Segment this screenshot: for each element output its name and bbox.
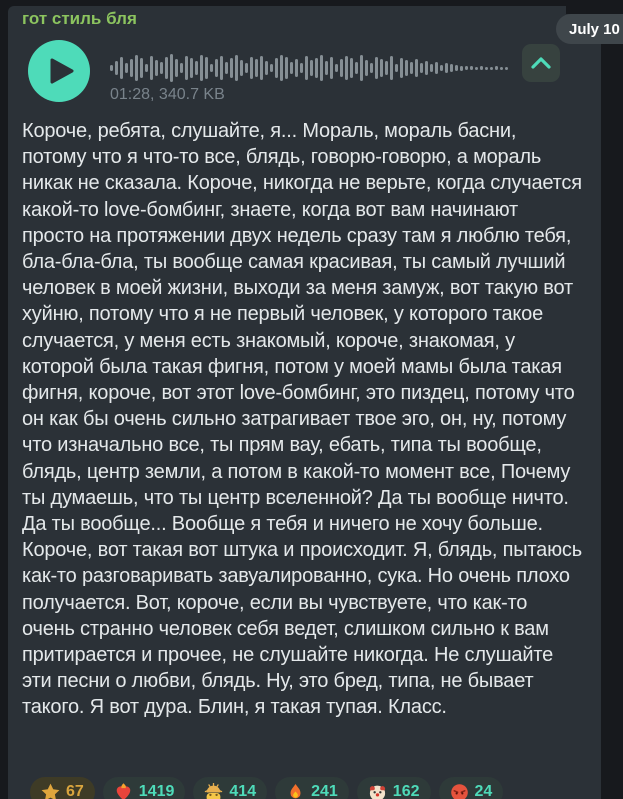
duration-filesize-label: 01:28, 340.7 KB [110,86,225,103]
voice-waveform[interactable] [110,46,514,90]
waveform-bar [440,65,443,71]
waveform-bar [475,67,478,70]
reaction-count: 24 [474,783,493,799]
reaction-pill-fire[interactable] [275,777,349,799]
clown-icon [368,783,387,799]
waveform-bar [200,55,203,81]
play-icon [50,58,74,84]
waveform-bar [375,57,378,79]
waveform-bar [450,64,453,72]
waveform-bar [195,61,198,75]
waveform-bar [315,58,318,78]
reaction-pill-star[interactable] [30,777,95,799]
waveform-bar [145,64,148,72]
waveform-bar [120,57,123,79]
waveform-bar [505,67,508,70]
waveform-bar [335,64,338,72]
waveform-bar [300,63,303,73]
reactions-row [30,777,503,799]
waveform-bar [420,63,423,73]
reaction-pill-exploding-head[interactable] [193,777,267,799]
waveform-bar [410,62,413,74]
waveform-bar [340,59,343,77]
waveform-bar [295,59,298,77]
waveform-bar [235,55,238,81]
transcript-text: Короче, ребята, слушайте, я... Мораль, мораль басни, потому что я что-то все, блядь, говорю-говорю, а мораль никак не сказала. Короче, никогда не верьте, когда случается какой-то love-бомбинг, знаете, когда вот вам начинают просто на протяжении двух недель сразу там я люблю тебя, бла-бла-бла, ты вообще самая красивая, ты самый лучший человек в моей жизни, выходи за меня замуж, вот такую вот хуйню, потому что я не первый человек, у которого такое случается, у меня есть знакомый, короче, знакомая, у которой была такая фигня, потом у моей мамы была такая фигня, короче, вот этот love-бомбинг, это пиздец, потому что он как бы очень сильно затрагивает твое эго, он, ну, потому что изначально все, ты прям вау, ебать, типа ты вообще, блядь, центр земли, а потом в какой-то момент все, Почему ты думаешь, что ты центр вселенной? Да ты вообще ничто. Да ты вообще... Вообще я тебя и ничего не хочу больше. Короче, вот такая вот штука и происходит. Я, блядь, пытаюсь как-то разговаривать завуалированно, сука. Но очень плохо получается. Вот, короче, если вы чувствуете, что как-то очень странно человек себя ведет, слишком сильно к вам притирается и прочее, не слушайте никогда. Не слушайте эти песни о любви, блядь. Ну, это бред, типа, не бывает такого. Я вот дура. Блин, я такая тупая. Класс. [22,120,582,719]
waveform-bar [460,66,463,71]
date-badge[interactable] [556,14,623,44]
waveform-bar [155,60,158,76]
reaction-count: 162 [392,783,420,799]
waveform-bar [470,66,473,70]
waveform-bar [110,65,113,71]
reaction-count: 67 [66,783,84,799]
reaction-count: 241 [311,783,338,799]
waveform-bar [415,59,418,77]
waveform-bar [395,64,398,72]
waveform-bar [185,56,188,80]
waveform-bar [245,63,248,73]
reaction-pill-heart-fire[interactable] [103,777,186,799]
waveform-bar [290,62,293,74]
waveform-bar [250,57,253,79]
waveform-bar [240,60,243,76]
waveform-bar [385,61,388,75]
waveform-bar [165,57,168,79]
waveform-bar [355,62,358,74]
waveform-bar [500,67,503,70]
waveform-bar [175,59,178,77]
waveform-bar [445,63,448,73]
angry-icon [450,783,469,799]
waveform-bar [225,62,228,74]
reaction-count: 1419 [138,783,175,799]
waveform-bar [425,61,428,75]
waveform-bar [170,54,173,82]
waveform-bar [380,59,383,77]
waveform-bar [190,58,193,78]
waveform-bar [370,63,373,73]
waveform-bar [135,55,138,81]
star-icon [41,783,60,799]
waveform-bar [435,62,438,74]
reaction-count: 414 [229,783,257,799]
waveform-bar [130,59,133,77]
waveform-bar [405,60,408,76]
waveform-bar [275,58,278,78]
waveform-bar [255,59,258,77]
waveform-bar [125,63,128,73]
waveform-bar [215,59,218,77]
waveform-bar [230,58,233,78]
waveform-bar [330,57,333,79]
reaction-pill-angry[interactable] [439,777,504,799]
waveform-bar [180,63,183,73]
date-badge-label: July 10 [569,20,620,38]
waveform-bar [310,60,313,76]
waveform-bar [150,56,153,80]
waveform-bar [430,64,433,72]
waveform-bar [465,66,468,70]
waveform-bar [285,57,288,79]
waveform-bar [320,55,323,81]
waveform-bar [115,61,118,75]
collapse-transcript-button[interactable] [522,44,560,82]
chat-background-corner [566,0,623,14]
waveform-bar [480,66,483,70]
waveform-bar [365,60,368,76]
waveform-bar [360,55,363,81]
waveform-bar [270,64,273,72]
waveform-bar [140,58,143,78]
sender-name[interactable]: гот стиль бля [22,9,137,28]
waveform-bar [205,57,208,79]
waveform-bar [260,56,263,80]
waveform-bar [345,56,348,80]
waveform-bar [485,67,488,70]
waveform-bar [220,56,223,80]
waveform-bar [390,56,393,80]
heart-fire-icon [114,783,133,799]
waveform-bar [210,64,213,72]
waveform-bar [325,61,328,75]
waveform-bar [305,56,308,80]
waveform-bar [455,65,458,71]
waveform-bar [350,58,353,78]
fire-icon [286,783,305,799]
waveform-bar [265,61,268,75]
chevron-up-icon [530,56,552,70]
waveform-bar [400,58,403,78]
reaction-pill-clown[interactable] [357,777,431,799]
waveform-bar [280,55,283,81]
waveform-bar [160,62,163,74]
waveform-bar [495,66,498,70]
waveform-bar [490,67,493,70]
play-button[interactable] [28,40,90,102]
message-bubble [8,6,601,799]
exploding-head-icon [204,783,223,799]
